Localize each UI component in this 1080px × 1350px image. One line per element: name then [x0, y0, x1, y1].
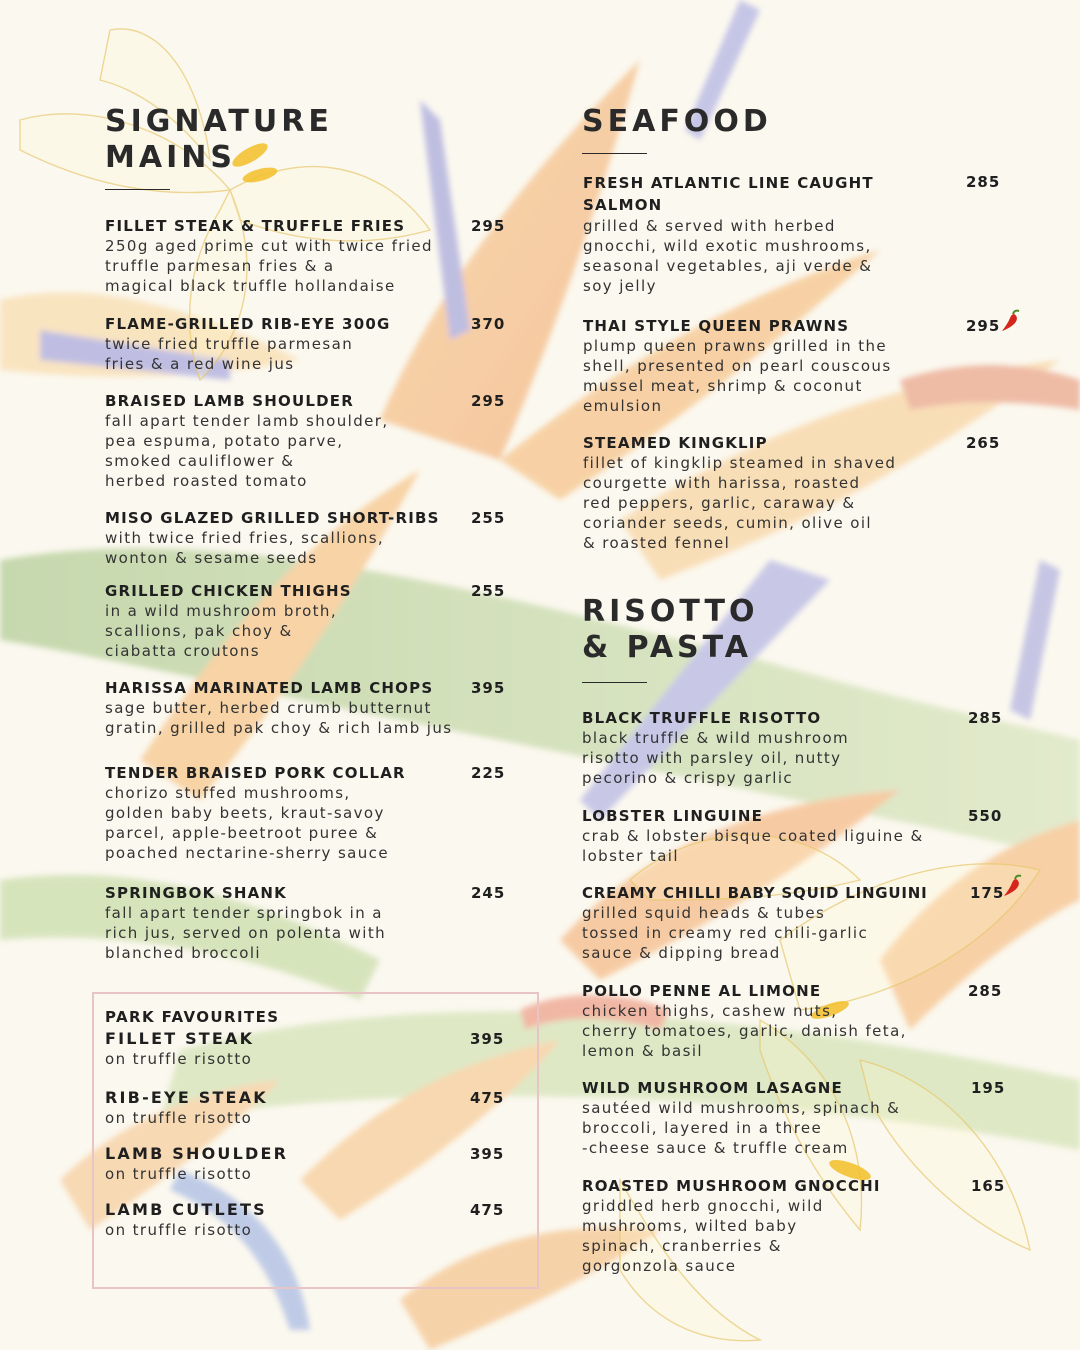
menu-item [582, 806, 924, 866]
dish-name: STEAMED KINGKLIP [583, 434, 768, 452]
dish-price: 255 [471, 509, 506, 527]
dish-price: 265 [966, 434, 1001, 452]
menu-item [582, 981, 907, 1061]
menu-item [105, 314, 390, 374]
menu-item [582, 1176, 881, 1276]
dish-description: fall apart tender springbok in a rich jus, served on polenta with blanched broccoli [105, 904, 387, 962]
risotto-pasta-title: RISOTTO & PASTA [582, 594, 759, 665]
chilli-pepper-icon [1002, 874, 1024, 898]
menu-item [582, 883, 928, 963]
dish-description: twice fried truffle parmesan fries & a red wine jus [105, 335, 354, 373]
favourite-price: 395 [470, 1145, 505, 1163]
dish-description: plump queen prawns grilled in the shell, presented on pearl couscous mussel meat, shrimp & coconut emulsion [583, 337, 892, 415]
dish-name: WILD MUSHROOM LASAGNE [582, 1079, 843, 1097]
dish-name: FILLET STEAK & TRUFFLE FRIES [105, 217, 406, 235]
dish-description: grilled squid heads & tubes tossed in creamy red chili-garlic sauce & dipping bread [582, 904, 869, 962]
favourite-price: 475 [470, 1089, 505, 1107]
signature-mains-title: SIGNATURE MAINS [105, 104, 333, 175]
menu-item [105, 763, 406, 863]
dish-name: BRAISED LAMB SHOULDER [105, 392, 354, 410]
menu-item [105, 391, 389, 491]
dish-name: ROASTED MUSHROOM GNOCCHI [582, 1177, 881, 1195]
favourite-name: FILLET STEAK [105, 1029, 255, 1048]
dish-name: HARISSA MARINATED LAMB CHOPS [105, 679, 434, 697]
dish-description: with twice fried fries, scallions, wonton & sesame seeds [105, 529, 385, 567]
dish-price: 195 [971, 1079, 1006, 1097]
favourite-name: LAMB SHOULDER [105, 1144, 289, 1163]
dish-description: griddled herb gnocchi, wild mushrooms, wilted baby spinach, cranberries & gorgonzola sauce [582, 1197, 824, 1275]
menu-item [582, 1078, 900, 1158]
dish-price: 175 [970, 884, 1005, 902]
dish-description: fall apart tender lamb shoulder, pea espuma, potato parve, smoked cauliflower & herbed roasted tomato [105, 412, 389, 490]
menu-item [105, 883, 386, 963]
chilli-pepper-icon [1000, 309, 1022, 333]
dish-name: BLACK TRUFFLE RISOTTO [582, 709, 822, 727]
dish-price: 255 [471, 582, 506, 600]
dish-price: 225 [471, 764, 506, 782]
dish-price: 295 [471, 392, 506, 410]
favourite-item [105, 1088, 268, 1128]
menu-item [583, 433, 896, 553]
favourite-description: on truffle risotto [105, 1109, 253, 1127]
dish-price: 245 [471, 884, 506, 902]
dish-name: SPRINGBOK SHANK [105, 884, 287, 902]
dish-name: FRESH ATLANTIC LINE CAUGHT SALMON [583, 174, 874, 214]
dish-description: fillet of kingklip steamed in shaved courgette with harissa, roasted red peppers, garlic, caraway & coriander seeds, cumin, olive oil & roasted fennel [583, 454, 897, 552]
dish-name: TENDER BRAISED PORK COLLAR [105, 764, 406, 782]
menu-item [583, 316, 892, 416]
favourite-price: 475 [470, 1201, 505, 1219]
dish-description: chicken thighs, cashew nuts, cherry tomatoes, garlic, danish feta, lemon & basil [582, 1002, 907, 1060]
favourite-item [105, 1144, 288, 1184]
dish-description: grilled & served with herbed gnocchi, wild exotic mushrooms, seasonal vegetables, aji verde & soy jelly [583, 217, 873, 295]
dish-name: LOBSTER LINGUINE [582, 807, 764, 825]
dish-price: 285 [966, 173, 1001, 191]
dish-description: crab & lobster bisque coated liguine & lobster tail [582, 827, 924, 865]
favourite-price: 395 [470, 1030, 505, 1048]
park-favourites-heading: PARK FAVOURITES [105, 1008, 280, 1026]
dish-price: 550 [968, 807, 1003, 825]
dish-name: CREAMY CHILLI BABY SQUID LINGUINI [582, 884, 928, 902]
dish-name: MISO GLAZED GRILLED SHORT-RIBS [105, 509, 440, 527]
dish-description: sage butter, herbed crumb butternut gratin, grilled pak choy & rich lamb jus [105, 699, 453, 737]
dish-price: 285 [968, 982, 1003, 1000]
favourite-name: RIB-EYE STEAK [105, 1088, 268, 1107]
risotto-pasta-divider [582, 682, 647, 683]
dish-description: chorizo stuffed mushrooms, golden baby beets, kraut-savoy parcel, apple-beetroot puree & poached nectarine-sherry sauce [105, 784, 389, 862]
dish-price: 395 [471, 679, 506, 697]
menu-item [105, 678, 453, 738]
dish-price: 295 [471, 217, 506, 235]
dish-price: 295 [966, 317, 1001, 335]
menu-item [583, 172, 874, 296]
favourite-name: LAMB CUTLETS [105, 1200, 267, 1219]
dish-name: POLLO PENNE AL LIMONE [582, 982, 822, 1000]
dish-price: 165 [971, 1177, 1006, 1195]
menu-item [105, 508, 440, 568]
seafood-divider [582, 153, 647, 154]
dish-price: 370 [471, 315, 506, 333]
dish-description: in a wild mushroom broth, scallions, pak choy & ciabatta croutons [105, 602, 337, 660]
dish-name: GRILLED CHICKEN THIGHS [105, 582, 352, 600]
signature-mains-divider [105, 189, 170, 190]
menu-item [582, 708, 849, 788]
dish-description: 250g aged prime cut with twice fried truffle parmesan fries & a magical black truffle hollandaise [105, 237, 433, 295]
menu-item [105, 216, 433, 296]
dish-description: sautéed wild mushrooms, spinach & broccoli, layered in a three -cheese sauce & truffle cream [582, 1099, 901, 1157]
favourite-item [105, 1200, 267, 1240]
seafood-title: SEAFOOD [582, 104, 772, 139]
favourite-description: on truffle risotto [105, 1221, 253, 1239]
favourite-item [105, 1029, 254, 1069]
favourite-description: on truffle risotto [105, 1165, 253, 1183]
dish-description: black truffle & wild mushroom risotto with parsley oil, nutty pecorino & crispy garlic [582, 729, 850, 787]
dish-price: 285 [968, 709, 1003, 727]
dish-name: THAI STYLE QUEEN PRAWNS [583, 317, 850, 335]
menu-item [105, 581, 352, 661]
favourite-description: on truffle risotto [105, 1050, 253, 1068]
dish-name: FLAME-GRILLED RIB-EYE 300G [105, 315, 391, 333]
